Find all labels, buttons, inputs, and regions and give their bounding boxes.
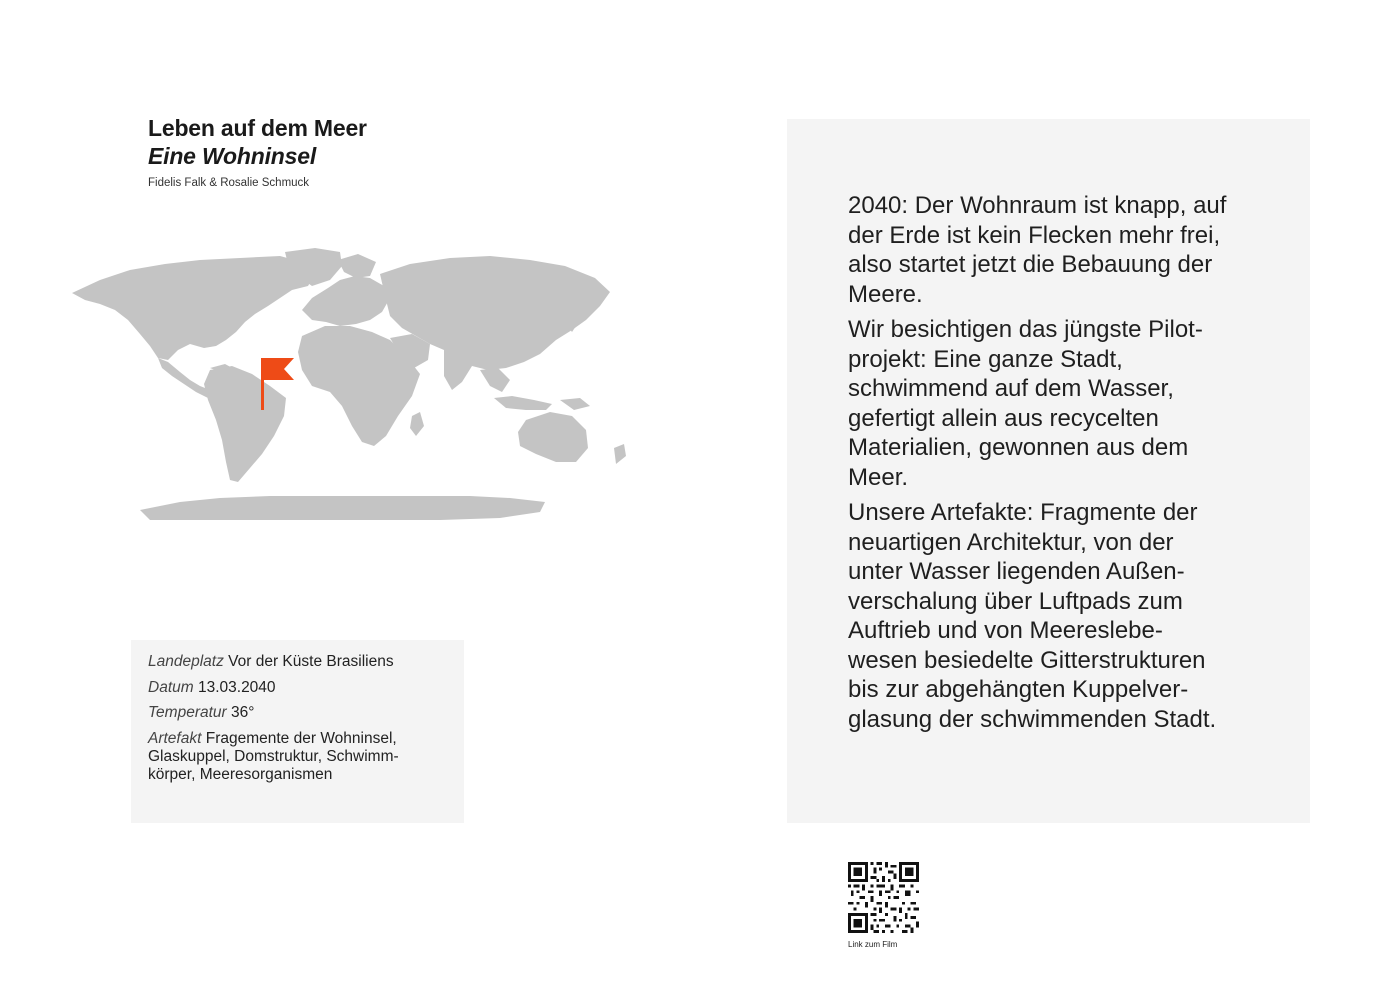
info-key: Datum [148,678,194,696]
info-box [131,640,464,823]
flag-icon [261,358,294,380]
indonesia [494,396,552,410]
madagascar [410,412,424,436]
page-subtitle: Eine Wohninsel [148,143,317,169]
scandinavia [338,254,376,278]
authors: Fidelis Falk & Rosalie Schmuck [148,177,310,189]
central-america [158,358,214,398]
north-america [72,256,315,360]
south-america [204,366,286,482]
info-row-datum [148,679,448,697]
info-key: Temperatur [148,704,227,721]
new-zealand [614,444,626,464]
page-title: Leben auf dem Meer [148,115,367,141]
info-row-landeplatz [148,653,448,671]
landmasses [72,248,626,520]
info-key: Landeplatz [148,653,224,670]
info-value: Vor der Küste Brasiliens [228,653,394,670]
info-row-artefakt [148,730,448,784]
info-value: 13.03.2040 [197,678,276,696]
se-asia [480,368,510,392]
australia [518,412,588,462]
qr-code-icon[interactable] [848,862,919,933]
story-paragraph: Wir besichtigen das jüngste Pilot- projekt: Eine ganze Stadt, schwimmend auf dem Wasser, gefertigt allein aus recycelten Materialien, gewonnen aus dem Meer. [848,316,1203,491]
info-value: Fragemente der Wohninsel, Glaskuppel, Domstruktur, Schwimm- körper, Meeresorganismen [148,729,399,783]
info-key: Artefakt [148,729,202,747]
world-map [40,240,670,535]
info-value: 36° [231,704,255,721]
new-guinea [560,398,590,410]
qr-label: Link zum Film [848,940,898,949]
info-row-temperatur [148,704,448,722]
story-paragraph: 2040: Der Wohnraum ist knapp, auf der Erde ist kein Flecken mehr frei, also startet jetzt die Bebauung der Meere. [848,192,1227,308]
story-panel [787,119,1310,823]
story-paragraph: Unsere Artefakte: Fragmente der neuartigen Architektur, von der unter Wasser liegenden Außen- verschalung über Luftpads zum Auftrieb und von Meereslebe- wesen besiedelte Gitterstrukturen bis zur abgehängten Kuppelver- glasung der schwimmenden Stadt. [848,499,1217,733]
antarctica [140,496,545,520]
